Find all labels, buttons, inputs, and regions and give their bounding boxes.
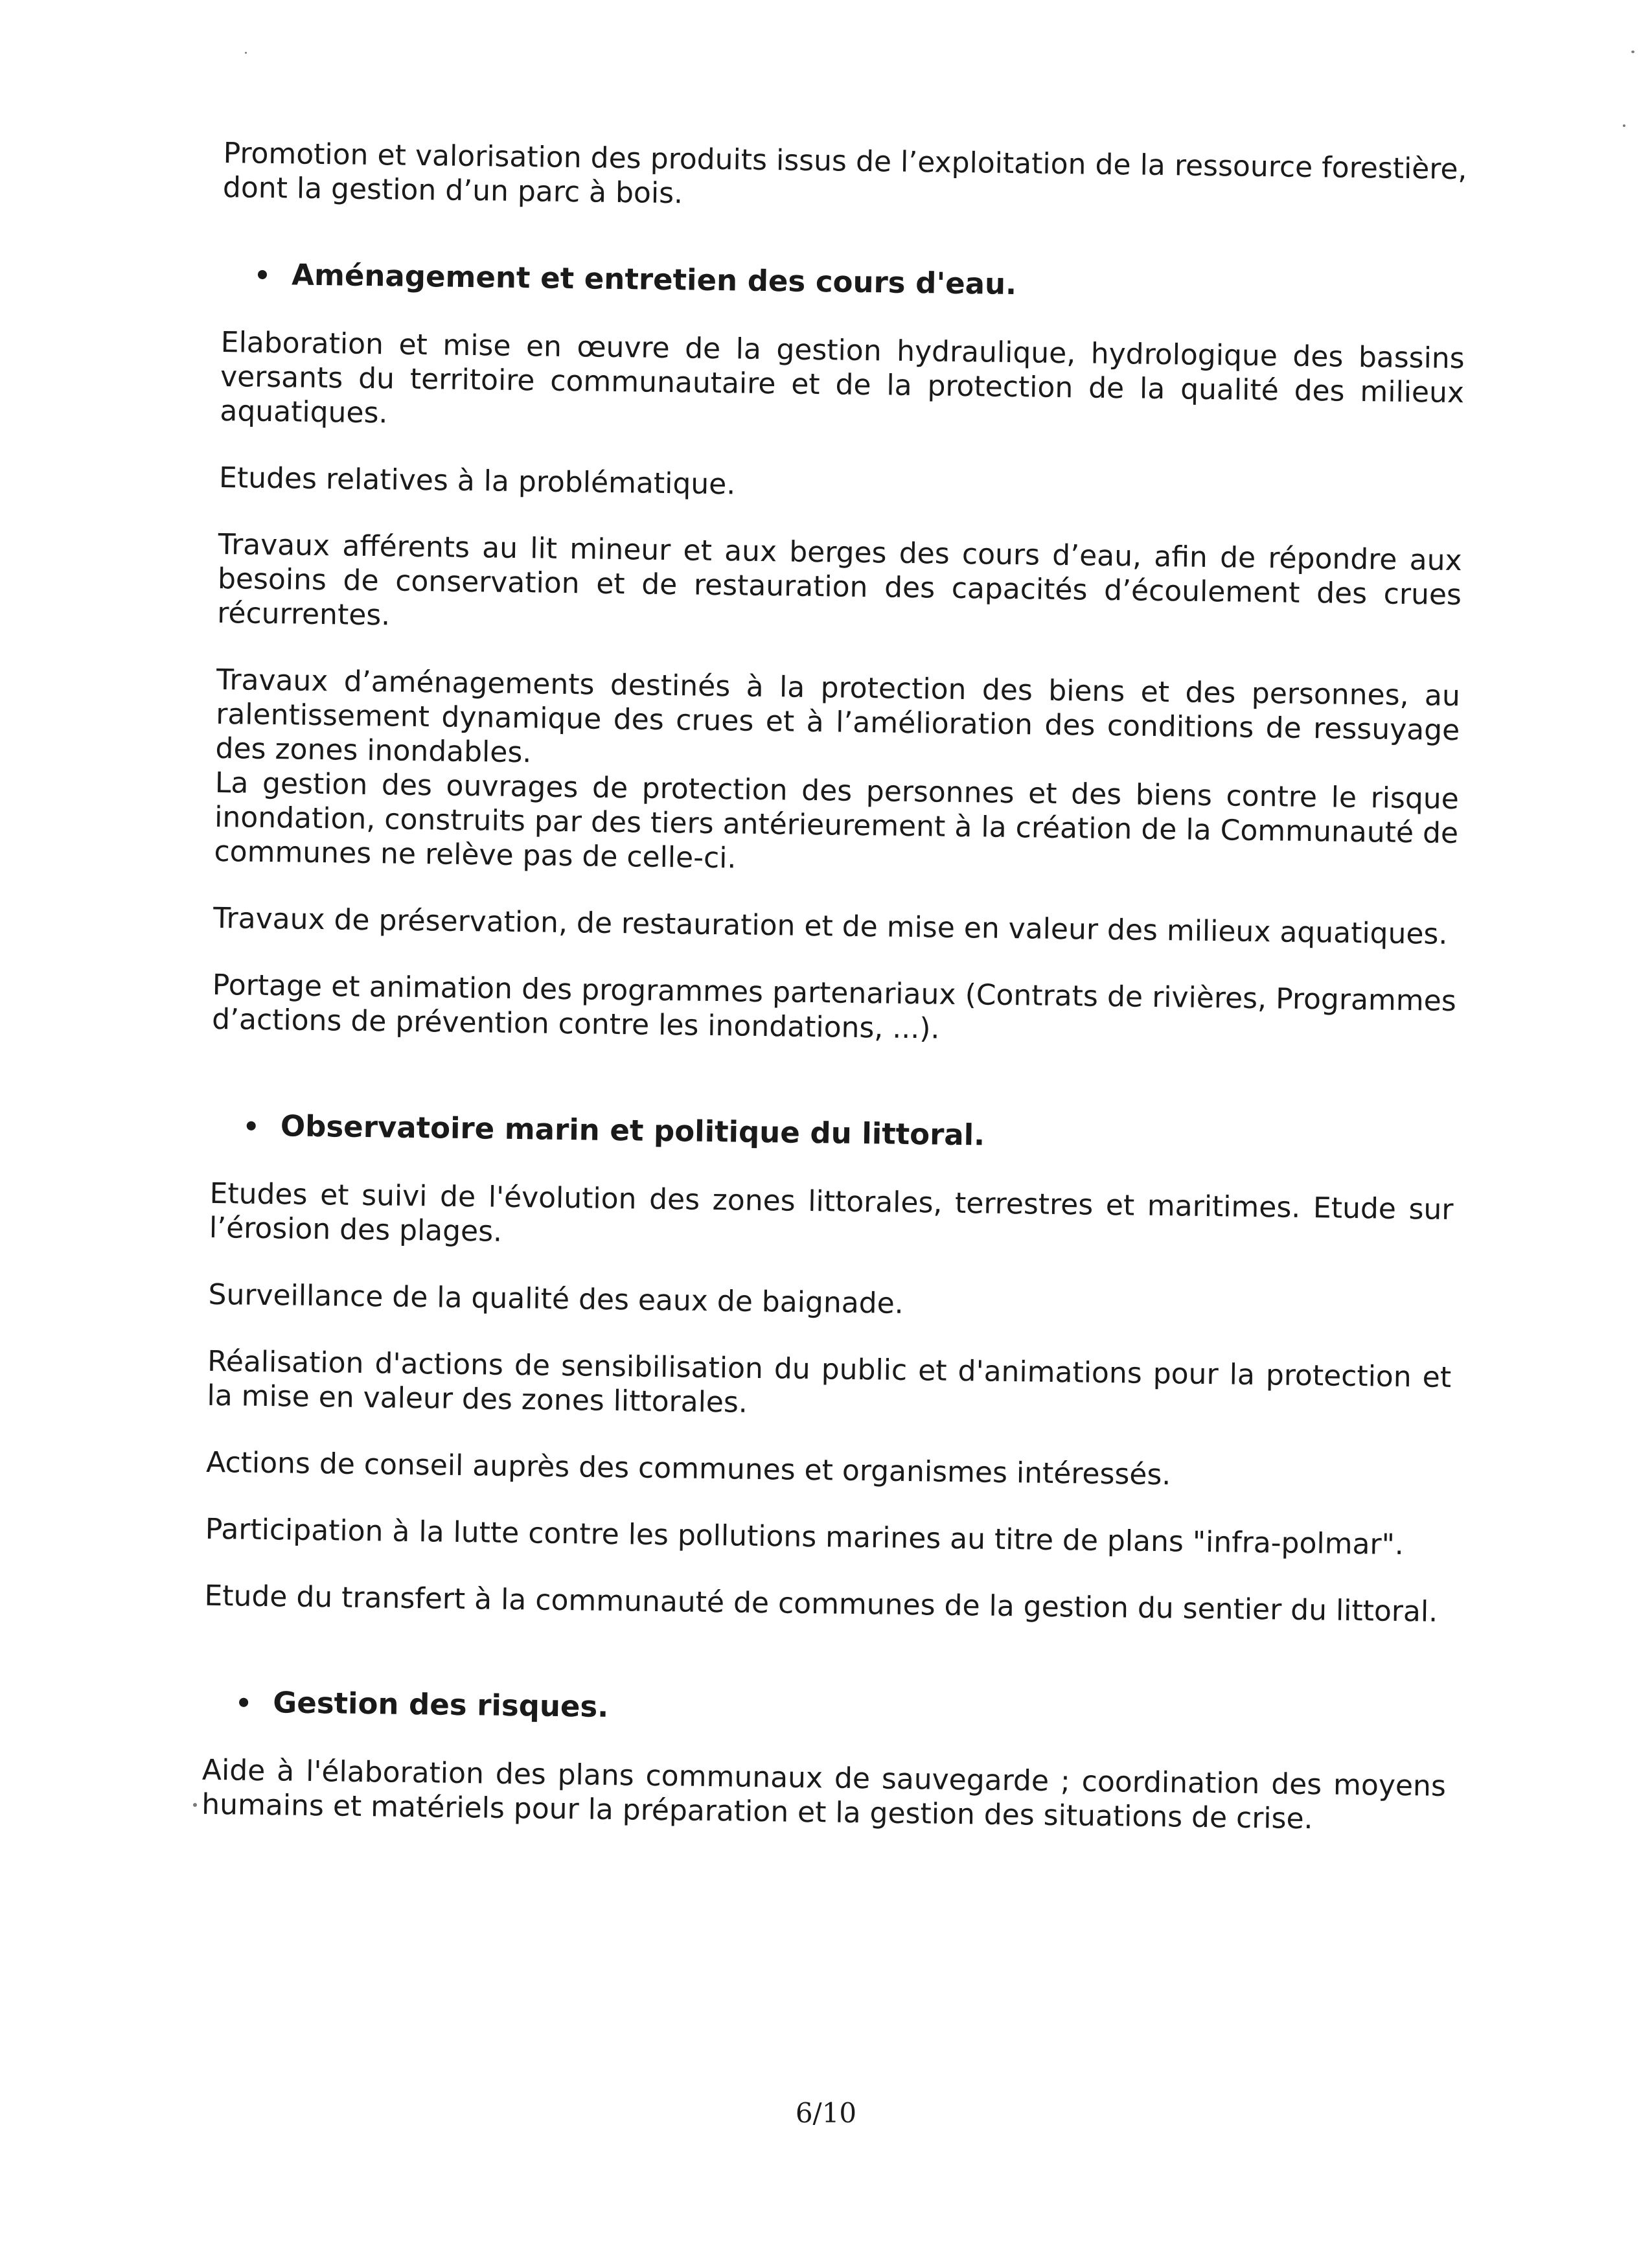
section-paragraph: Etudes et suivi de l'évolution des zones littorales, terrestres et maritimes. Etude sur l’érosion des plages.	[209, 1176, 1454, 1248]
scan-speck	[245, 52, 247, 54]
section-paragraph: Travaux de préservation, de restauration et de mise en valeur des milieux aquatiques.	[212, 901, 1448, 951]
section-heading-littoral	[243, 1108, 1455, 1160]
scan-speck	[1631, 51, 1635, 53]
section-paragraph: Portage et animation des programmes partenariaux (Contrats de rivières, Programmes d’actions de prévention contre les inondations, ...).	[211, 968, 1457, 1046]
section-heading-cours-d-eau	[254, 257, 1466, 309]
section-paragraph: Actions de conseil auprès des communes et organismes intéressés.	[205, 1445, 1171, 1492]
section-paragraph: La gestion des ouvrages de protection des personnes et des biens contre le risque inondation, construits par des tiers antérieurement à la création de la Communauté de communes ne relève pas de celle-ci.	[214, 766, 1460, 875]
page-number: 6/10	[795, 2097, 857, 2129]
page-content	[201, 136, 1467, 1870]
scan-speck	[1623, 124, 1625, 127]
bullet-icon: •	[242, 1112, 260, 1142]
section-paragraph: Travaux afférents au lit mineur et aux berges des cours d’eau, afin de répondre aux besoins de conservation et de restauration des capacités d’écoulement des crues récurrentes.	[217, 527, 1462, 632]
section-paragraph: Etudes relatives à la problématique.	[218, 461, 736, 501]
section-paragraph: Surveillance de la qualité des eaux de baignade.	[208, 1278, 904, 1320]
section-paragraph: Participation à la lutte contre les pollutions marines au titre de plans "infra-polmar".	[205, 1512, 1405, 1562]
scan-speck	[193, 1803, 197, 1807]
bullet-icon: •	[253, 260, 271, 291]
section-paragraph: Travaux d’aménagements destinés à la protection des biens et des personnes, au ralentissement dynamique des crues et à l’amélioration des conditions de ressuyage des zones inondables.	[215, 663, 1461, 770]
section-heading-risques	[235, 1684, 1447, 1736]
intro-paragraph: Promotion et valorisation des produits issus de l’exploitation de la ressource forestière, dont la gestion d’un parc à bois.	[222, 136, 1467, 211]
section-paragraph: Réalisation d'actions de sensibilisation du public et d'animations pour la protection et la mise en valeur des zones littorales.	[207, 1344, 1452, 1419]
section-paragraph: Etude du transfert à la communauté de communes de la gestion du sentier du littoral.	[204, 1579, 1438, 1629]
section-heading-text: Observatoire marin et politique du littoral.	[280, 1108, 985, 1153]
section-heading-text: Aménagement et entretien des cours d'eau.	[291, 257, 1017, 302]
section-heading-text: Gestion des risques.	[273, 1685, 609, 1724]
bullet-icon: •	[235, 1688, 253, 1719]
section-paragraph: Aide à l'élaboration des plans communaux de sauvegarde ; coordination des moyens humains et matériels pour la préparation et la gestion des situations de crise.	[201, 1753, 1447, 1836]
section-paragraph: Elaboration et mise en œuvre de la gestion hydraulique, hydrologique des bassins versants du territoire communautaire et de la protection de la qualité des milieux aquatiques.	[220, 325, 1465, 430]
